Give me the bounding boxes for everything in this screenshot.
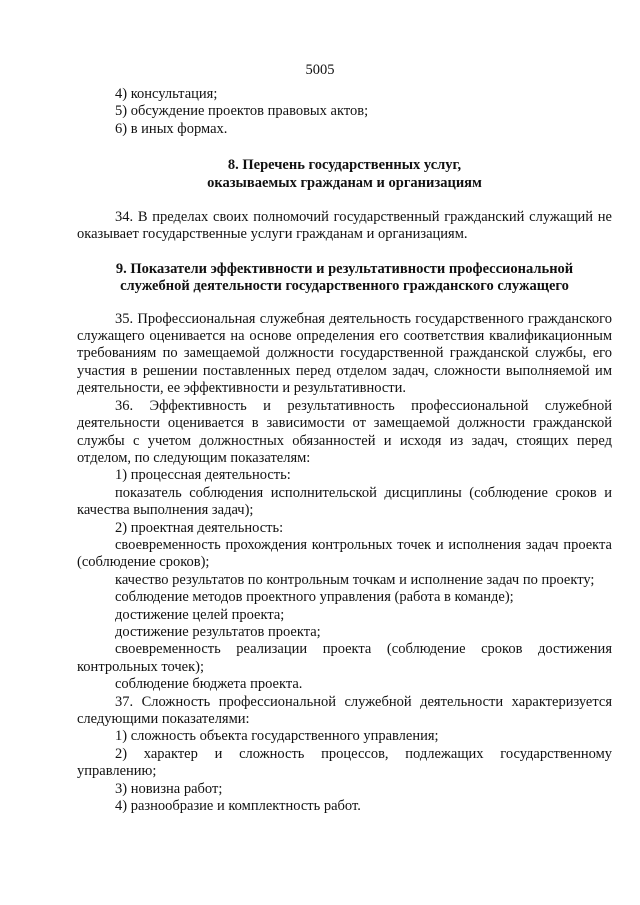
section-9-heading-line2: служебной деятельности государственного гражданского служащего: [120, 278, 569, 295]
page-content: [77, 86, 612, 815]
section-8-heading-line1: 8. Перечень государственных услуг,: [227, 157, 462, 174]
list-item: 3) новизна работ;: [115, 780, 223, 797]
list-item: показатель соблюдения исполнительской дисциплины (соблюдение сроков и качества выполнения задач);: [77, 484, 612, 519]
list-item: 5) обсуждение проектов правовых актов;: [115, 103, 369, 120]
page-number: 5005: [305, 62, 335, 78]
paragraph-37: 37. Сложность профессиональной служебной деятельности характеризуется следующими показателями:: [77, 693, 612, 727]
list-item: достижение целей проекта;: [115, 606, 285, 623]
section-8-heading-line2: оказываемых гражданам и организациям: [207, 174, 482, 191]
list-item: достижение результатов проекта;: [115, 623, 321, 640]
list-item: 4) консультация;: [115, 86, 218, 102]
list-item: своевременность реализации проекта (соблюдение сроков достижения контрольных точек);: [77, 641, 612, 675]
list-item: 1) сложность объекта государственного управления;: [115, 728, 439, 745]
list-item: 2) проектная деятельность:: [115, 519, 284, 536]
list-item: качество результатов по контрольным точкам и исполнение задач по проекту;: [115, 571, 595, 588]
paragraph-35: 35. Профессиональная служебная деятельность государственного гражданского служащего оценивается на основе определения его соответствия квалификационным требованиям по замещаемой должности государственной гражданской службы, его участия в решении поставленных перед отделом задач, сложности выполняемой им деятельности, ее эффективности и результативности.: [77, 310, 612, 397]
paragraph-36: 36. Эффективность и результативность профессиональной служебной деятельности оценивается в зависимости от замещаемой должности гражданской службы с учетом должностных обязанностей и исходя из задач, стоящих перед отделом, по следующим показателям:: [77, 397, 612, 466]
list-item: соблюдение бюджета проекта.: [115, 676, 303, 693]
list-item: 1) процессная деятельность:: [115, 467, 291, 484]
list-item: соблюдение методов проектного управления (работа в команде);: [115, 589, 514, 606]
list-item: 2) характер и сложность процессов, подлежащих государственному управлению;: [77, 745, 612, 780]
list-item: своевременность прохождения контрольных точек и исполнения задач проекта (соблюдение сроков);: [77, 536, 612, 571]
paragraph-34: 34. В пределах своих полномочий государственный гражданский служащий не оказывает государственные услуги гражданам и организациям.: [77, 209, 612, 243]
list-item: 4) разнообразие и комплектность работ.: [115, 798, 361, 815]
list-item: 6) в иных формах.: [115, 120, 228, 137]
section-9-heading-line1: 9. Показатели эффективности и результативности профессиональной: [115, 260, 574, 277]
